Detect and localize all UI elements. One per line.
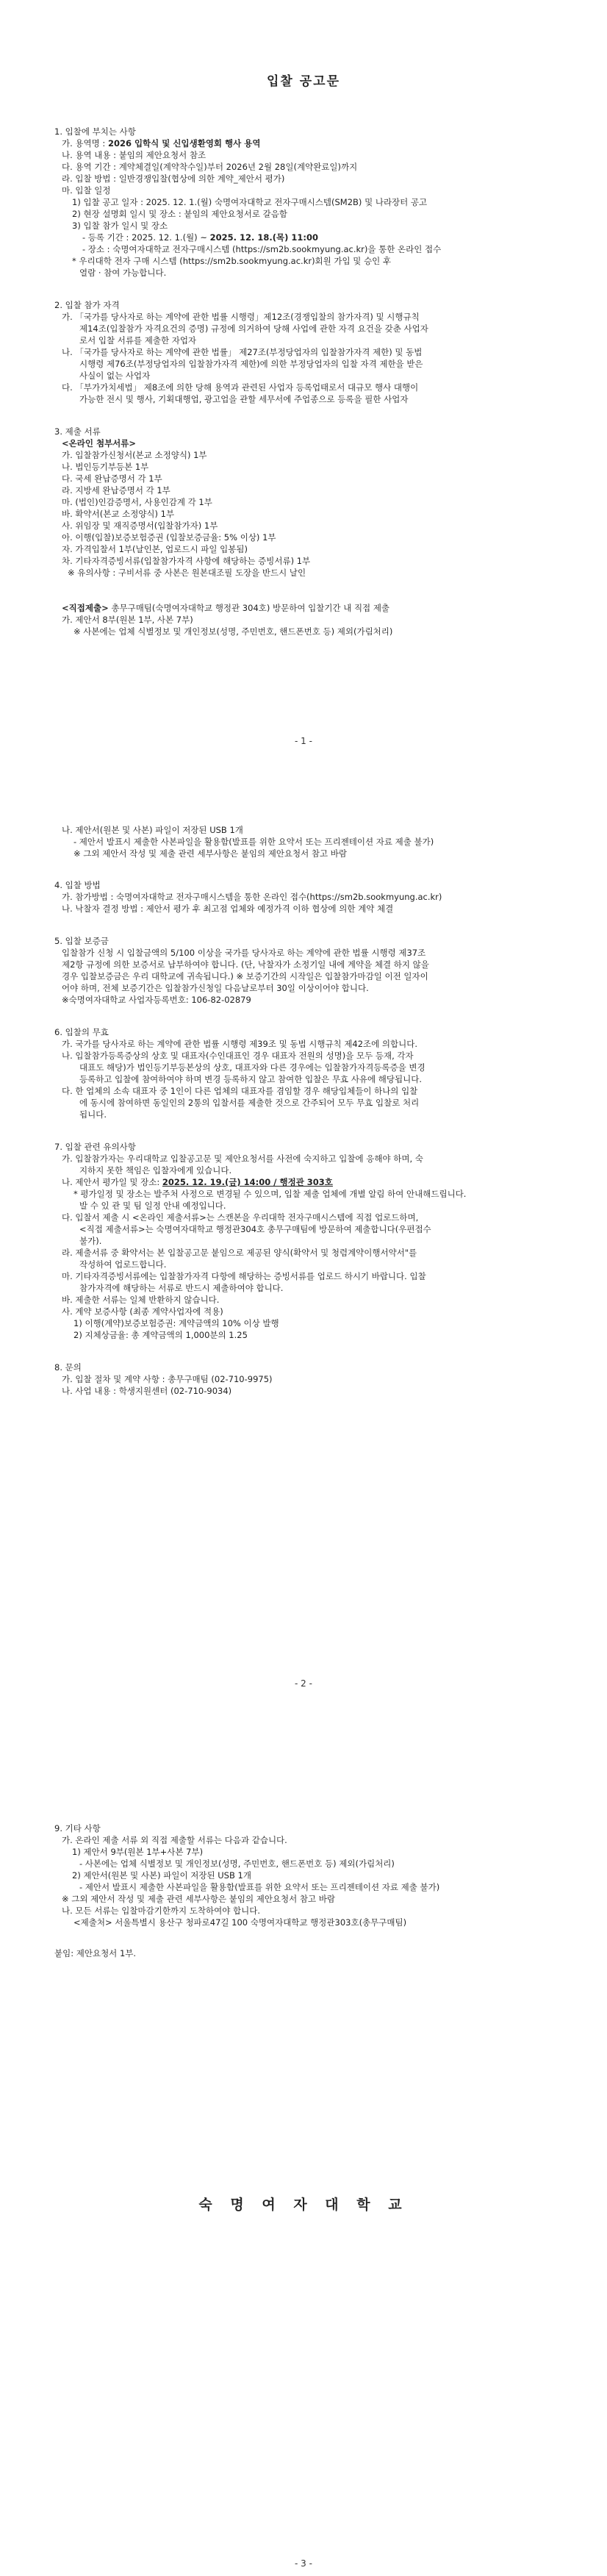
text-line bbox=[62, 450, 207, 461]
text-line bbox=[62, 971, 428, 982]
text-line bbox=[54, 426, 101, 437]
text-line bbox=[72, 256, 391, 267]
line-text: 지하지 못한 책임은 입찰자에게 있습니다. bbox=[79, 1165, 232, 1176]
line-text: 차. 기타자격증빙서류(입찰참가자격 사항에 해당하는 증빙서류) 1부 bbox=[62, 556, 311, 566]
text-line bbox=[62, 1894, 335, 1905]
text-line bbox=[79, 1098, 419, 1109]
line-text: 에 동시에 참여하면 동일인의 2통의 입찰서를 제출한 것으로 간주되어 모두 무효 입찰로 처리 bbox=[79, 1098, 420, 1108]
text-line bbox=[73, 837, 434, 848]
line-text: 8. 문의 bbox=[54, 1362, 82, 1373]
line-text: 2) 제안서(원본 및 사본) 파일이 저장된 USB 1개 bbox=[72, 1870, 251, 1881]
text-line bbox=[79, 1858, 395, 1870]
text-line bbox=[62, 1835, 287, 1846]
text-line bbox=[73, 1330, 248, 1341]
line-text: 라. 제출서류 중 확약서는 본 입찰공고문 붙임으로 제공된 양식(확약서 및 청렴계약이행서약서"를 bbox=[62, 1248, 417, 1258]
text-line bbox=[73, 1189, 466, 1200]
line-text: 나. 사업 내용 : 학생지원센터 (02-710-9034) bbox=[62, 1386, 232, 1396]
text-line bbox=[72, 1847, 203, 1858]
line-text: 사. 계약 보증사항 (최종 계약사업자에 적용) bbox=[62, 1306, 223, 1317]
line-text: 제2항 규정에 의한 보증서로 납부하여야 합니다. (단, 낙찰자가 소정기일 내에 계약을 체결 하지 않을 bbox=[62, 959, 429, 970]
line-text: 나. 제안서(원본 및 사본) 파일이 저장된 USB 1개 bbox=[62, 825, 243, 835]
line-text: 2) 지체상금율: 총 계약금액의 1,000분의 1.25 bbox=[73, 1330, 248, 1340]
text-line bbox=[62, 1177, 333, 1188]
line-text: 대표도 해당)가 법인등기부등본상의 상호, 대표자와 다른 경우에는 입찰참가자격등록증을 변경 bbox=[79, 1062, 425, 1073]
line-text: 나. 법인등기부등본 1부 bbox=[62, 462, 149, 472]
line-text: 2) 현장 설명회 일시 및 장소 : 붙임의 제안요청서로 갈음함 bbox=[72, 209, 287, 219]
text-line bbox=[54, 1823, 101, 1834]
text-line bbox=[73, 1318, 279, 1329]
line-text: 경우 입찰보증금은 우리 대학교에 귀속됩니다.) ※ 보증기간의 시작일은 입찰참가마감일 이전 일자이 bbox=[62, 971, 428, 981]
line-text: 7. 입찰 관련 유의사항 bbox=[54, 1142, 136, 1152]
line-text: 가. 입찰 절차 및 계약 사항 : 총무구매팀 (02-710-9975) bbox=[62, 1374, 273, 1384]
text-line bbox=[62, 1039, 417, 1050]
text-line bbox=[79, 359, 423, 370]
line-text: 나. 입찰참가등록증상의 상호 및 대표자(수인대표인 경우 대표자 전원의 성명)을 모두 등재, 각자 bbox=[62, 1051, 414, 1061]
line-emphasis: 2025. 12. 18.(목) 11:00 bbox=[209, 232, 318, 243]
text-line bbox=[62, 382, 418, 393]
text-line bbox=[62, 312, 420, 323]
line-text: 작성하여 업로드합니다. bbox=[79, 1259, 167, 1270]
text-line bbox=[79, 1062, 425, 1073]
text-line bbox=[54, 1027, 109, 1038]
text-line bbox=[73, 1917, 406, 1928]
page-title: 입찰 공고문 bbox=[266, 74, 341, 89]
text-line bbox=[79, 1109, 107, 1120]
line-text: 자. 가격입찰서 1부(날인본, 업로드시 파일 입봉됨) bbox=[62, 544, 248, 554]
text-line bbox=[62, 1248, 417, 1259]
text-line bbox=[62, 150, 206, 161]
text-line bbox=[62, 532, 276, 543]
line-text: 불가). bbox=[79, 1236, 102, 1246]
text-line bbox=[62, 497, 212, 508]
line-text: 2. 입찰 참가 자격 bbox=[54, 300, 120, 310]
text-line bbox=[62, 1153, 423, 1164]
line-text: 가. 제안서 8부(원본 1부, 사본 7부) bbox=[62, 615, 193, 625]
line-text: 다. 「부가가치세법」 제8조에 의한 당해 용역과 관련된 사업자 등록업태로서 대규모 행사 대행이 bbox=[62, 382, 419, 393]
text-line bbox=[62, 544, 248, 555]
line-text: - 등록 기간 : 2025. 12. 1.(월) ~ bbox=[82, 232, 210, 243]
text-line bbox=[62, 892, 442, 903]
text-line bbox=[62, 185, 111, 196]
text-line bbox=[72, 1870, 251, 1881]
line-text: ※ 유의사항 : 구비서류 중 사본은 원본대조필 도장을 반드시 날인 bbox=[68, 568, 306, 578]
text-line bbox=[62, 1295, 219, 1306]
text-line bbox=[79, 1074, 422, 1085]
text-line bbox=[79, 1224, 431, 1235]
line-text: 시행령 제76조(부정당업자의 입찰참가자격 제한)에 의한 부정당업자의 입찰 자격 제한을 받은 bbox=[79, 359, 423, 369]
line-text: 다. 용역 기간 : 계약체결일(계약착수일)부터 2026년 2월 28일(계약완료일)까지 bbox=[62, 162, 358, 172]
line-text: - 제안서 발표시 제출한 사본파일을 활용함(발표를 위한 요약서 또는 프리젠테이션 자료 제출 불가) bbox=[73, 837, 434, 847]
line-text: ※숙명여자대학교 사업자등록번호: 106-82-02879 bbox=[62, 995, 251, 1005]
text-line bbox=[62, 1386, 231, 1397]
text-line bbox=[62, 1051, 414, 1062]
line-text: - 제안서 발표시 제출한 사본파일을 활용함(발표를 위한 요약서 또는 프리젠테이션 자료 제출 불가) bbox=[79, 1882, 440, 1892]
line-emphasis: 2025. 12. 19.(금) 14:00 / 행정관 303호 bbox=[162, 1177, 333, 1187]
line-text: 사. 위임장 및 재직증명서(입찰참가자) 1부 bbox=[62, 520, 218, 531]
line-text: 어야 하며, 전체 보증기간은 입찰참가신청일 다음날로부터 30일 이상이어야 합니다. bbox=[62, 983, 369, 993]
text-line bbox=[62, 1212, 418, 1223]
line-text: 다. 국세 완납증명서 각 1부 bbox=[62, 473, 162, 484]
text-line bbox=[62, 1271, 426, 1282]
line-text-rest: 총무구매팀(숙명여자대학교 행정관 304호) 방문하여 입찰기간 내 직접 제출 bbox=[108, 603, 390, 613]
line-text: 3) 입찰 참가 일시 및 장소 bbox=[72, 221, 168, 231]
organization-name: 숙 명 여 자 대 학 교 bbox=[198, 2197, 409, 2213]
line-text: 붙임: 제안요청서 1부. bbox=[54, 1948, 137, 1958]
line-emphasis: 2026 입학식 및 신입생환영회 행사 용역 bbox=[107, 138, 261, 149]
line-text: - 장소 : 숙명여자대학교 전자구매시스템 (https://sm2b.sookmyung.ac.kr)을 통한 온라인 접수 bbox=[82, 244, 442, 254]
text-line bbox=[62, 173, 284, 185]
line-text: 1. 입찰에 부치는 사항 bbox=[54, 126, 136, 137]
line-text: 로서 입찰 서류를 제출한 자업자 bbox=[79, 335, 197, 346]
text-line bbox=[54, 126, 136, 137]
line-text: ※ 사본에는 업체 식별정보 및 개인정보(성명, 주민번호, 핸드폰번호 등) 제외(가림처리) bbox=[73, 626, 393, 637]
text-line bbox=[79, 268, 166, 279]
text-line bbox=[79, 323, 428, 334]
text-line bbox=[62, 603, 389, 614]
line-text: 가. 「국가를 당사자로 하는 계약에 관한 법률 시행령」제12조(경쟁입찰의 참가자격) 및 시행규칙 bbox=[62, 312, 420, 322]
line-text: 마. 기타자격증빙서류에는 입찰참가자격 다항에 해당하는 증빙서류를 업로드 하시기 바랍니다. 입찰 bbox=[62, 1271, 426, 1281]
line-text: 가. 온라인 제출 서류 외 직접 제출할 서류는 다음과 같습니다. bbox=[62, 1835, 287, 1845]
line-text: 다. 한 업체의 소속 대표자 중 1인이 다른 업체의 대표자를 겸임할 경우 해당입체들이 하나의 입찰 bbox=[62, 1086, 418, 1096]
line-text: 가. 국가를 당사자로 하는 계약에 관한 법률 시행령 제39조 및 동법 시행규칙 제42조에 의합니다. bbox=[62, 1039, 418, 1049]
text-line bbox=[72, 221, 168, 232]
text-line bbox=[62, 1374, 273, 1385]
text-line bbox=[62, 825, 243, 836]
line-text: - 사본에는 업체 식별정보 및 개인정보(성명, 주민번호, 핸드폰번호 등) 제외(가림처리) bbox=[79, 1858, 395, 1869]
text-line bbox=[62, 485, 170, 496]
text-line bbox=[54, 1362, 82, 1373]
line-text: 나. 용역 내용 : 붙임의 제안요청서 참조 bbox=[62, 150, 206, 160]
line-text: 4. 입찰 방법 bbox=[54, 880, 101, 890]
text-line bbox=[72, 209, 287, 220]
text-line bbox=[62, 520, 218, 532]
line-text: 1) 입찰 공고 일자 : 2025. 12. 1.(월) 숙명여자대학교 전자구매시스템(SM2B) 및 나라장터 공고 bbox=[72, 197, 428, 207]
line-text: 등록하고 입찰에 참여하여야 하며 변경 등록하지 않고 참여한 입찰은 무효 사유에 해당됩니다. bbox=[79, 1074, 423, 1084]
line-text: 나. 제안서 평가일 및 장소: bbox=[62, 1177, 162, 1187]
line-text: 아. 이행(입찰)보증보험증권 (입찰보증금율: 5% 이상) 1부 bbox=[62, 532, 276, 543]
text-line bbox=[62, 138, 261, 149]
text-line bbox=[79, 394, 408, 405]
text-line bbox=[54, 300, 120, 311]
text-line bbox=[62, 462, 148, 473]
line-text: <제출처> 서울특별시 용산구 청파로47길 100 숙명여자대학교 행정관303호(총무구매팀) bbox=[73, 1917, 407, 1928]
line-text: 1) 제안서 9부(원본 1부+사본 7부) bbox=[72, 1847, 204, 1857]
line-text: 9. 기타 사항 bbox=[54, 1823, 101, 1833]
line-text: 마. 입찰 일정 bbox=[62, 185, 111, 196]
line-emphasis: <직접제출> bbox=[62, 603, 109, 613]
line-text: 됩니다. bbox=[79, 1109, 107, 1120]
text-line bbox=[62, 948, 425, 959]
text-line bbox=[62, 1086, 417, 1097]
line-text: 바. 확약서(본교 소정양식) 1부 bbox=[62, 509, 175, 519]
text-line bbox=[79, 335, 196, 346]
page-number-2: - 2 - bbox=[295, 1678, 312, 1689]
line-text: 나. 낙찰자 결정 방법 : 제안서 평가 후 최고점 업체와 예정가격 이하 협상에 의한 계약 체결 bbox=[62, 904, 394, 914]
line-text: 라. 지방세 완납증명서 각 1부 bbox=[62, 485, 170, 495]
line-text: * 평가일정 및 장소는 발주처 사정으로 변경될 수 있으며, 입찰 제출 업체에 개별 알림 하여 안내해드립니다. bbox=[73, 1189, 467, 1199]
line-text: ※ 그외 제안서 작성 및 제출 관련 세부사항은 붙임의 제안요청서 참고 바람 bbox=[73, 848, 348, 859]
text-line bbox=[62, 162, 357, 173]
line-text: <직접 제출서류>는 숙명여자대학교 행정관304호 총무구매팀에 방문하여 제출합니다(우편접수 bbox=[79, 1224, 431, 1234]
text-line bbox=[62, 904, 393, 915]
line-text: 사실이 없는 사업자 bbox=[79, 371, 151, 381]
line-text: 발 수 있 관 및 팀 일정 안내 예정입니다. bbox=[79, 1201, 226, 1211]
text-line bbox=[82, 244, 441, 255]
text-line bbox=[62, 995, 251, 1006]
line-text: ※ 그외 제안서 작성 및 제출 관련 세부사항은 붙임의 제안요청서 참고 바람 bbox=[62, 1894, 336, 1904]
text-line bbox=[62, 438, 136, 449]
text-line bbox=[82, 232, 318, 243]
line-text: 제14조(입찰참가 자격요건의 증명) 규정에 의거하여 당해 사업에 관한 자격 요건을 갖춘 사업자 bbox=[79, 323, 428, 334]
text-line bbox=[62, 959, 429, 970]
line-text: 다. 입찰서 제출 시 <온라인 제출서류>는 스캔본을 우리대학 전자구매시스템에 직접 업로드하며, bbox=[62, 1212, 419, 1223]
text-line bbox=[54, 1142, 136, 1153]
line-text: 라. 입찰 방법 : 일반경쟁입찰(협상에 의한 계약_제안서 평가) bbox=[62, 173, 285, 184]
text-line bbox=[62, 1306, 223, 1317]
text-line bbox=[62, 983, 369, 994]
line-text: 가. 용역명 : bbox=[62, 138, 108, 149]
line-text: 마. (법인)인감증명서, 사용인감계 각 1부 bbox=[62, 497, 212, 507]
text-line bbox=[68, 568, 306, 579]
text-line bbox=[79, 371, 150, 382]
line-text: 가. 입찰참가신청서(본교 소정양식) 1부 bbox=[62, 450, 207, 460]
text-line bbox=[62, 615, 193, 626]
text-line bbox=[79, 1236, 101, 1247]
line-text: 입찰참가 신청 시 입찰금액의 5/100 이상을 국가를 당사자로 하는 계약에 관한 법률 시행령 제37조 bbox=[62, 948, 426, 958]
text-line bbox=[79, 1165, 231, 1176]
text-line bbox=[54, 936, 109, 947]
text-line bbox=[54, 880, 101, 891]
text-line bbox=[62, 556, 310, 567]
line-text: 1) 이행(계약)보증보험증권: 계약금액의 10% 이상 발행 bbox=[73, 1318, 279, 1328]
line-text: 6. 입찰의 무효 bbox=[54, 1027, 109, 1037]
text-line bbox=[79, 1259, 166, 1270]
text-line bbox=[79, 1283, 283, 1294]
line-text: 바. 제출한 서류는 일체 반환하지 않습니다. bbox=[62, 1295, 220, 1305]
text-line bbox=[79, 1201, 226, 1212]
text-line bbox=[62, 509, 174, 520]
line-emphasis: <온라인 첨부서류> bbox=[62, 438, 137, 448]
text-line bbox=[62, 473, 162, 484]
line-text: 참가자격에 해당하는 서류로 반드시 제출하여야 합니다. bbox=[79, 1283, 284, 1293]
text-line bbox=[79, 1882, 439, 1893]
line-text: 가능한 전시 및 행사, 기획대행업, 광고업을 관할 세무서에 주업종으로 등록을 필한 사업자 bbox=[79, 394, 409, 404]
line-text: 열람 · 참여 가능합니다. bbox=[79, 268, 167, 278]
text-line bbox=[73, 848, 347, 859]
line-text: 나. 「국가를 당사자로 하는 계약에 관한 법률」 제27조(부정당업자의 입찰참가자격 제한) 및 동법 bbox=[62, 347, 423, 357]
line-text: 가. 입찰참가자는 우리대학교 입찰공고문 및 제안요청서를 사전에 숙지하고 입찰에 응해야 하며, 숙 bbox=[62, 1153, 423, 1164]
text-line bbox=[73, 626, 392, 637]
text-line bbox=[72, 197, 427, 208]
text-line bbox=[62, 347, 422, 358]
page-number-3: - 3 - bbox=[295, 2558, 312, 2569]
line-text: 나. 모든 서류는 입찰마감기한까지 도착하여야 합니다. bbox=[62, 1906, 260, 1916]
line-text: * 우리대학 전자 구매 시스템 (https://sm2b.sookmyung.ac.kr)회원 가입 및 승인 후 bbox=[72, 256, 392, 266]
text-line bbox=[62, 1906, 260, 1917]
line-text: 3. 제출 서류 bbox=[54, 426, 101, 437]
line-text: 5. 입찰 보증금 bbox=[54, 936, 109, 946]
text-line bbox=[54, 1948, 136, 1959]
page-number-1: - 1 - bbox=[295, 736, 312, 746]
line-text: 가. 참가방법 : 숙명여자대학교 전자구매시스템을 통한 온라인 접수(https://sm2b.sookmyung.ac.kr) bbox=[62, 892, 442, 902]
